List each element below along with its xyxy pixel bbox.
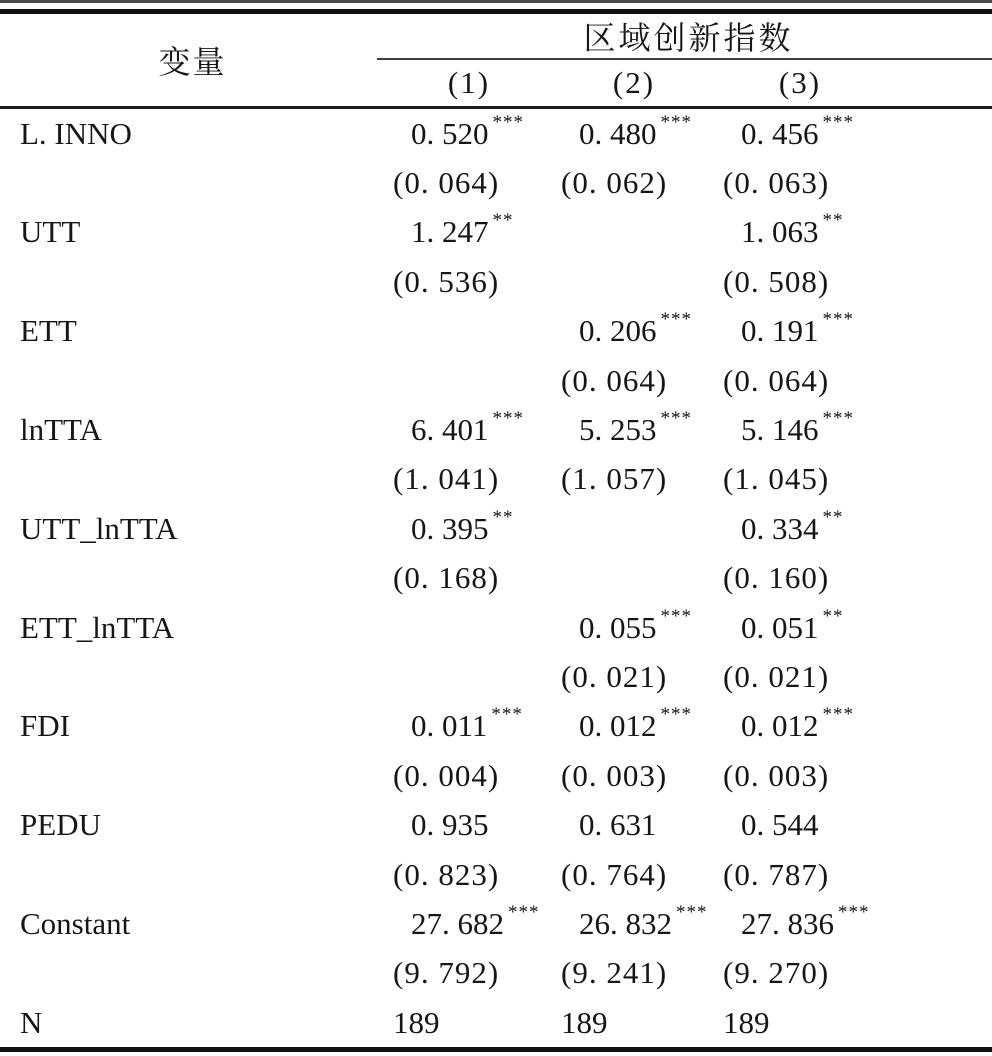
variable-row-pedu [0,800,992,899]
model2-cell [553,405,715,504]
coefficient-value: 0. 631 [579,807,657,843]
model2-cell [553,702,715,801]
standard-error: (0. 062) [561,165,668,201]
significance-stars: ** [822,605,844,627]
significance-stars: *** [660,408,692,430]
model-columns-row [385,60,992,106]
significance-stars: *** [660,605,692,627]
model1-cell [385,109,553,208]
variable-row-constant [0,899,992,998]
model3-cell [715,504,885,603]
standard-error: (1. 045) [723,461,830,497]
model1-cell [385,603,553,702]
coefficient-value: 0. 334 [741,510,819,546]
significance-stars: *** [822,309,854,331]
model1-cell [385,702,553,801]
model3-cell [715,702,885,801]
standard-error: (0. 021) [723,658,830,694]
model3-cell [715,800,885,899]
coefficient-value: 0. 480 [579,115,657,151]
observations-value-1: 189 [393,1004,440,1040]
top-thin-rule [0,0,992,3]
standard-error: (0. 536) [393,263,500,299]
variable-row-utt-lntta [0,504,992,603]
model3-cell [715,899,885,998]
standard-error: (1. 057) [561,461,668,497]
bottom-rule [0,1047,992,1052]
variable-label: UTT [20,214,81,250]
standard-error: (0. 021) [561,658,668,694]
model3-cell [715,109,885,208]
variable-row-lntta [0,405,992,504]
significance-stars: *** [822,408,854,430]
variable-label: Constant [20,905,131,941]
table-header [0,14,992,106]
standard-error: (0. 003) [561,757,668,793]
coefficient-value: 0. 055 [579,609,657,645]
significance-stars: ** [822,210,844,232]
variable-row-ett-lntta [0,603,992,702]
variable-label: ETT_lnTTA [20,609,175,645]
coefficient-value: 0. 051 [741,609,819,645]
standard-error: (9. 270) [723,955,830,991]
model3-cell [715,208,885,307]
model2-cell [553,603,715,702]
standard-error: (0. 823) [393,856,500,892]
coefficient-value: 0. 935 [411,807,489,843]
coefficient-value: 5. 146 [741,412,819,448]
coefficient-value: 0. 012 [741,708,819,744]
variable-column-title: 变量 [158,44,227,80]
model1-cell [385,899,553,998]
significance-stars: ** [822,506,844,528]
coefficient-value: 27. 682 [411,905,504,941]
standard-error: (0. 064) [393,165,500,201]
coefficient-value: 26. 832 [579,905,672,941]
significance-stars: *** [822,704,854,726]
model2-cell [553,800,715,899]
model1-cell [385,405,553,504]
significance-stars: ** [492,210,514,232]
dependent-variable-title: 区域创新指数 [583,20,794,56]
standard-error: (9. 241) [561,955,668,991]
coefficient-value: 0. 191 [741,313,819,349]
standard-error: (0. 764) [561,856,668,892]
standard-error: (9. 792) [393,955,500,991]
significance-stars: *** [660,704,692,726]
variable-row-ett [0,307,992,406]
model2-cell [553,208,715,307]
variable-label: UTT_lnTTA [20,510,178,546]
model3-cell [715,307,885,406]
model1-cell [385,208,553,307]
significance-stars: *** [491,704,523,726]
significance-stars: *** [676,901,708,923]
coefficient-value: 0. 520 [411,115,489,151]
coefficient-value: 0. 206 [579,313,657,349]
model-column-header-2: (2) [612,65,656,100]
standard-error: (0. 064) [561,362,668,398]
coefficient-value: 6. 401 [411,412,489,448]
variable-label: FDI [20,708,70,744]
variable-label: PEDU [20,807,101,843]
coefficient-value: 27. 836 [741,905,834,941]
standard-error: (0. 160) [723,560,830,596]
variable-row-fdi [0,702,992,801]
significance-stars: *** [492,408,524,430]
model1-cell [385,504,553,603]
observations-value-3: 189 [723,1004,770,1040]
model1-cell [385,307,553,406]
significance-stars: *** [838,901,870,923]
coefficient-value: 0. 395 [411,510,489,546]
variable-label: ETT [20,313,77,349]
coefficient-value: 0. 544 [741,807,819,843]
significance-stars: *** [660,309,692,331]
coefficient-value: 0. 012 [579,708,657,744]
model2-cell [553,307,715,406]
standard-error: (0. 064) [723,362,830,398]
standard-error: (0. 003) [723,757,830,793]
observations-value-2: 189 [561,1004,608,1040]
standard-error: (0. 508) [723,263,830,299]
coefficient-value: 1. 247 [411,214,489,250]
coefficient-value: 5. 253 [579,412,657,448]
variable-row-l-inno [0,109,992,208]
significance-stars: *** [660,111,692,133]
model-column-header-1: (1) [447,65,491,100]
variable-label: L. INNO [20,115,132,151]
variable-row-utt [0,208,992,307]
significance-stars: ** [492,506,514,528]
model-column-header-3: (3) [778,65,822,100]
standard-error: (0. 063) [723,165,830,201]
standard-error: (0. 168) [393,560,500,596]
coefficient-value: 0. 011 [411,708,488,744]
significance-stars: *** [822,111,854,133]
model2-cell [553,899,715,998]
table-body [0,109,992,1047]
significance-stars: *** [508,901,540,923]
observations-label: N [20,1004,43,1040]
coefficient-value: 1. 063 [741,214,819,250]
model3-cell [715,405,885,504]
standard-error: (0. 004) [393,757,500,793]
significance-stars: *** [492,111,524,133]
standard-error: (1. 041) [393,461,500,497]
model1-cell [385,800,553,899]
observations-row [0,998,992,1047]
coefficient-value: 0. 456 [741,115,819,151]
variable-label: lnTTA [20,412,102,448]
model3-cell [715,603,885,702]
model2-cell [553,109,715,208]
model2-cell [553,504,715,603]
standard-error: (0. 787) [723,856,830,892]
